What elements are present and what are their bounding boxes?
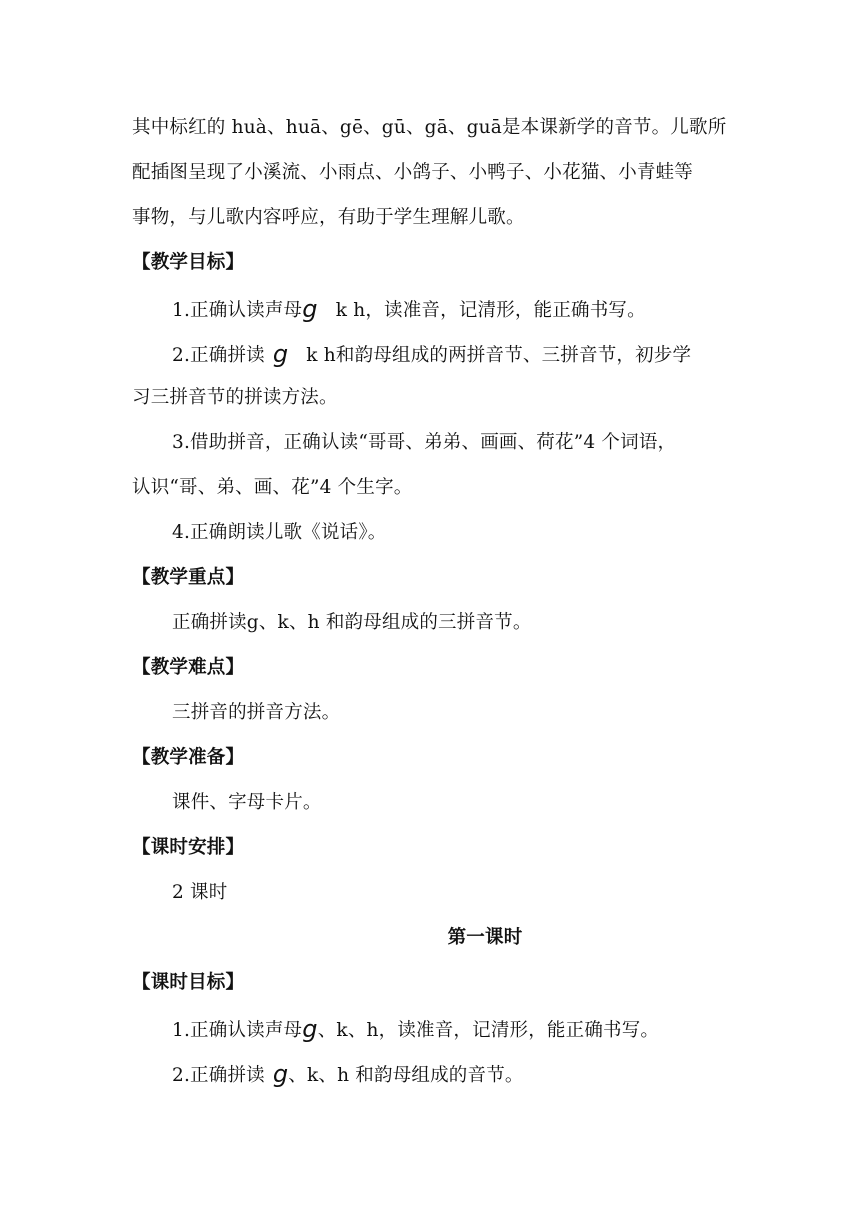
g-letter: g [302,1015,318,1043]
lesson-goal-item-2-prefix: 2.正确拼读 [172,1065,265,1086]
lesson-goal-item-2-suffix: 、k、h 和韵母组成的音节。 [288,1065,524,1086]
key-points-heading: 【教学重点】 [132,567,245,588]
schedule-text: 2 课时 [172,882,228,903]
goal-item-1-suffix: ，读准音，记清形，能正确书写。 [365,300,646,321]
key-points-text: 正确拼读g、k、h 和韵母组成的三拼音节。 [172,612,532,633]
goal-item-3: 3.借助拼音，正确认读“哥哥、弟弟、画画、荷花”4 个词语， [172,432,677,453]
goal-item-3-continued: 认识“哥、弟、画、花”4 个生字。 [132,477,413,498]
preparation-text: 课件、字母卡片。 [172,792,322,813]
g-letter: g [302,295,318,323]
goal-item-1 [172,296,646,323]
goal-item-1-prefix: 1.正确认读声母 [172,300,303,321]
lesson-goals-heading: 【课时目标】 [132,972,245,993]
g-letter: g [272,1060,289,1088]
lesson-goal-item-1-prefix: 1.正确认读声母 [172,1020,303,1041]
g-letter: g [272,340,289,368]
difficulties-heading: 【教学难点】 [132,657,245,678]
intro-line-1: 其中标红的 huà、huā、gē、gū、gā、guā是本课新学的音节。儿歌所 [132,117,727,138]
intro-line-3: 事物，与儿歌内容呼应，有助于学生理解儿歌。 [132,207,525,228]
schedule-heading: 【课时安排】 [132,837,245,858]
preparation-heading: 【教学准备】 [132,747,245,768]
goal-item-2-continued: 习三拼音节的拼读方法。 [132,387,338,408]
goal-item-2-prefix: 2.正确拼读 [172,345,265,366]
lesson-goal-item-1-suffix: 、k、h，读准音，记清形，能正确书写。 [317,1020,660,1041]
goal-item-2-kh: k h [306,345,336,366]
lesson-goal-item-1 [172,1016,659,1043]
goal-item-2-suffix: 和韵母组成的两拼音节、三拼音节，初步学 [335,345,692,366]
goal-item-1-kh: k h [335,300,366,321]
lesson-goal-item-2 [172,1061,524,1088]
intro-line-2: 配插图呈现了小溪流、小雨点、小鸽子、小鸭子、小花猫、小青蛙等 [132,162,694,183]
goals-heading: 【教学目标】 [132,252,245,273]
difficulties-text: 三拼音的拼音方法。 [172,702,341,723]
goal-item-2 [172,341,691,368]
goal-item-4: 4.正确朗读儿歌《说话》。 [172,522,387,543]
lesson-title: 第一课时 [447,927,523,948]
